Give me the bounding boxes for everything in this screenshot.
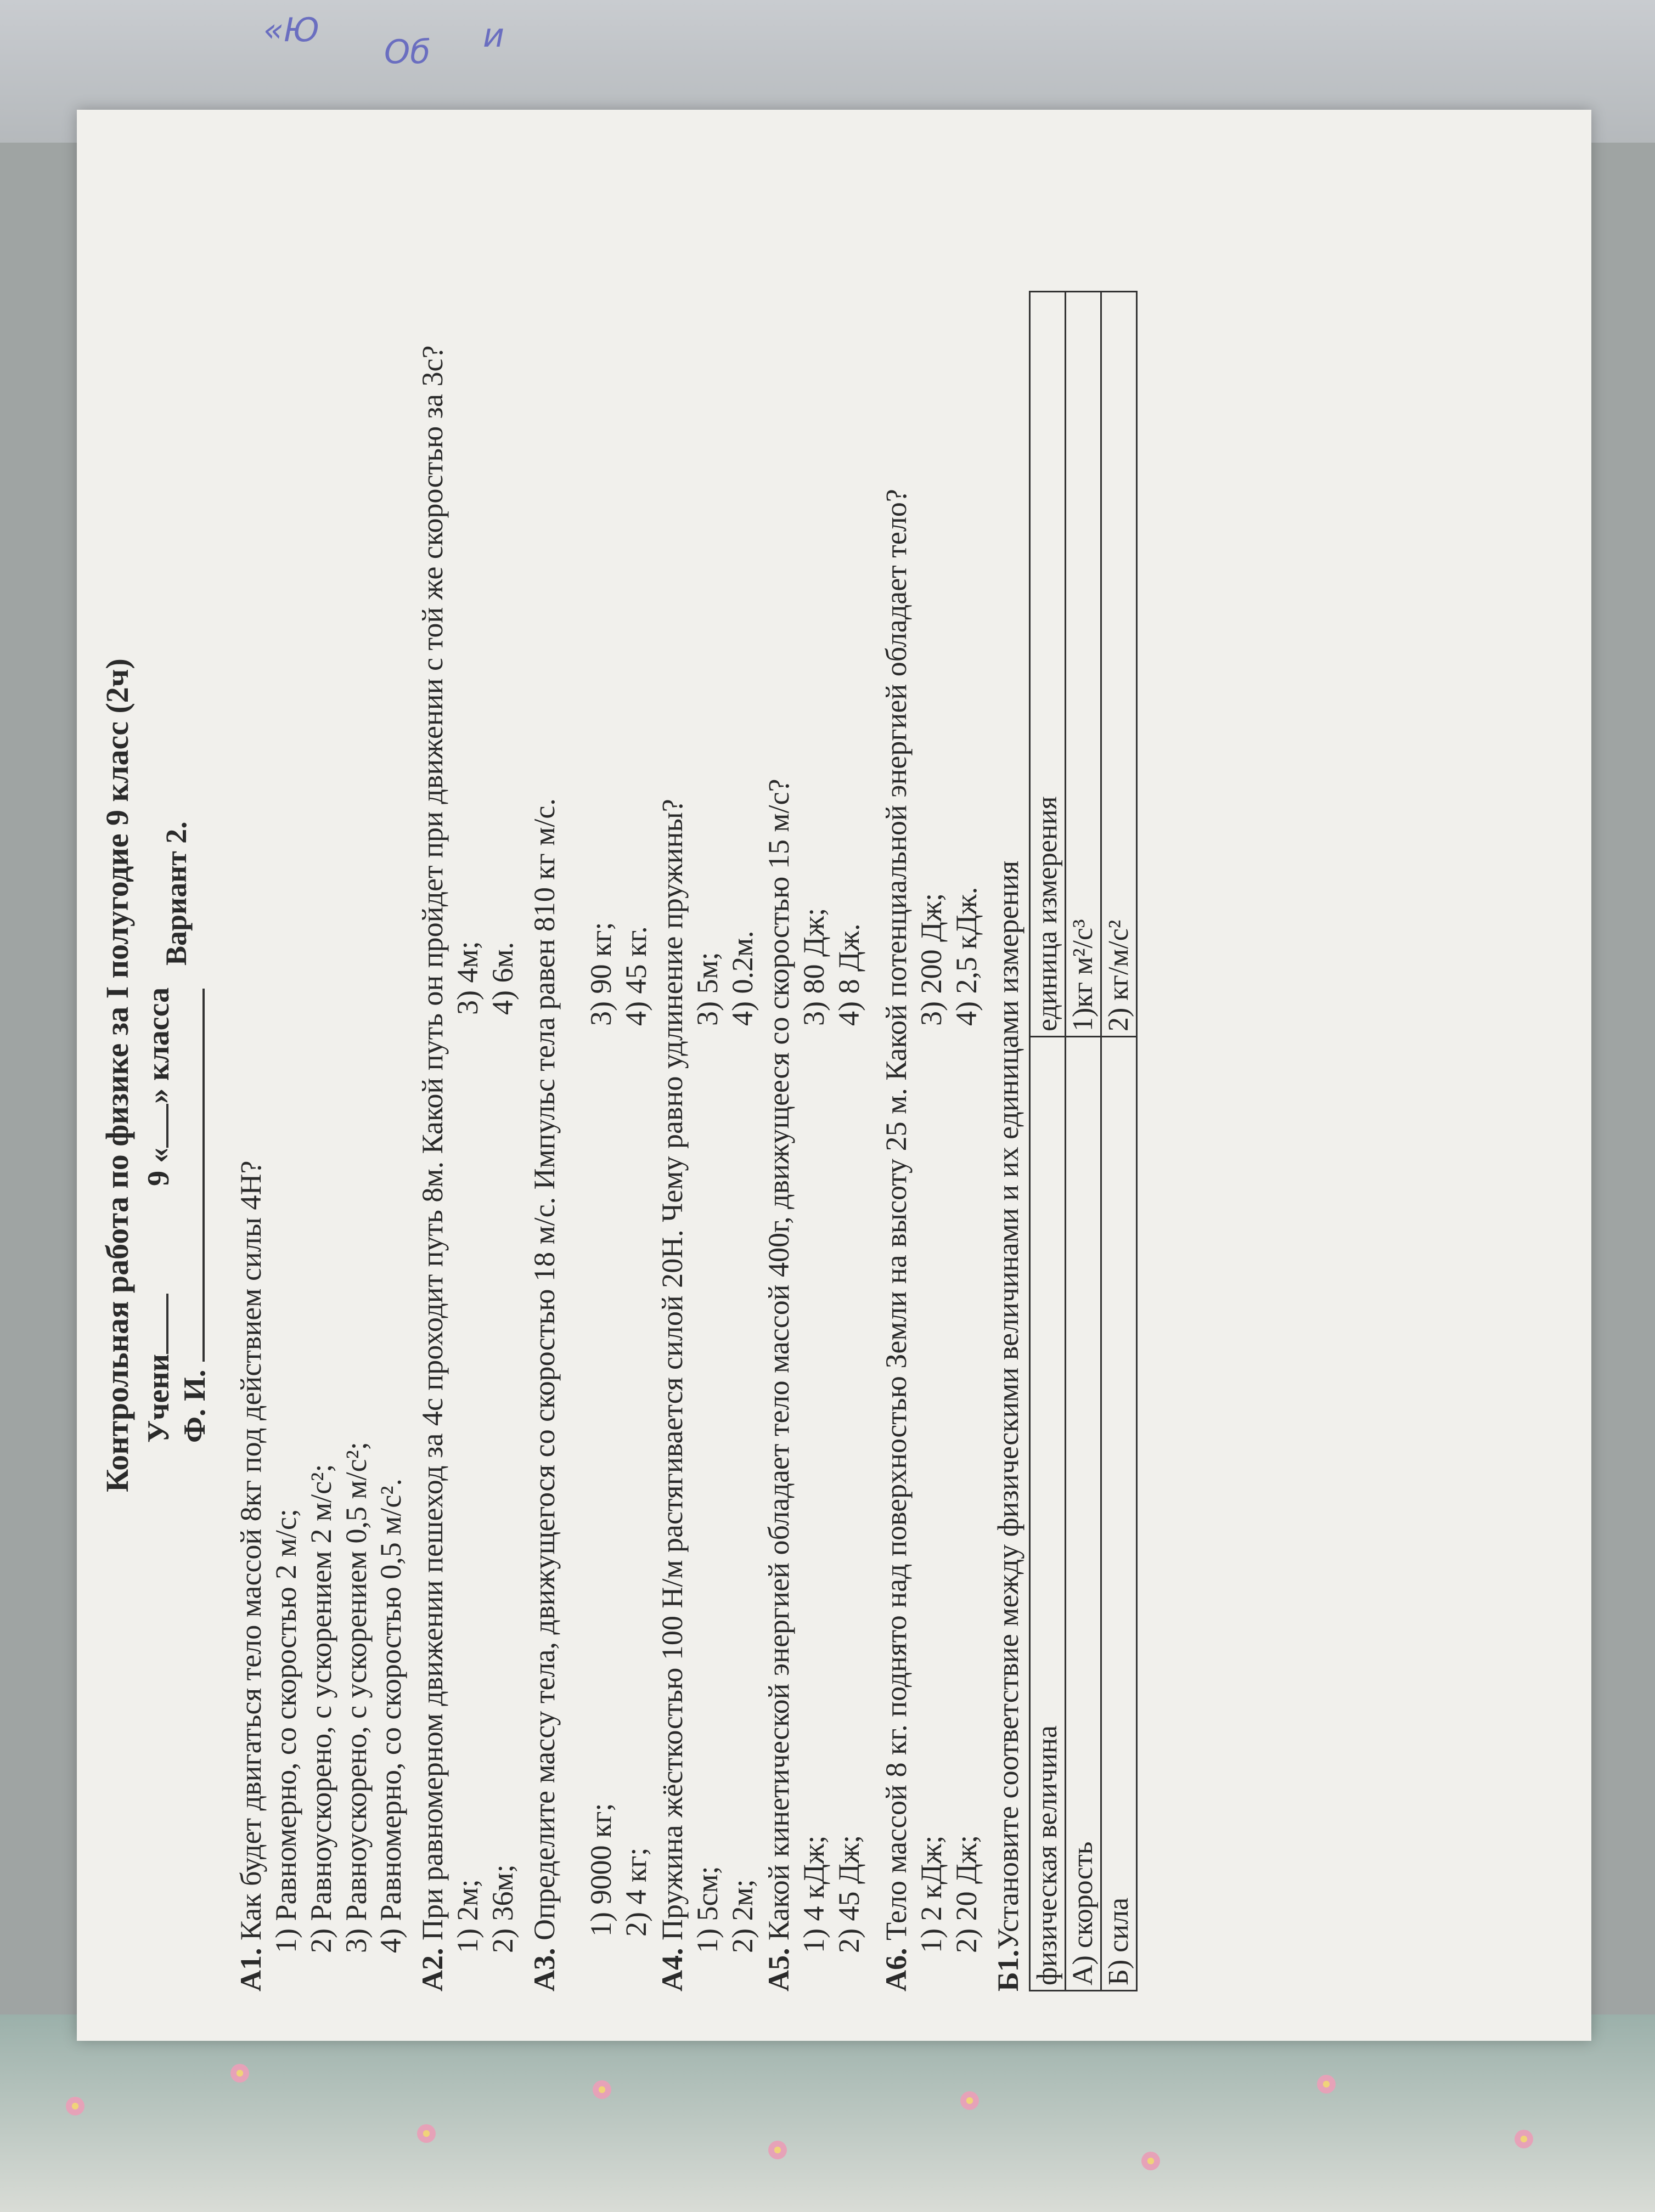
- student-suffix-field[interactable]: [166, 1294, 168, 1354]
- answer-options: [914, 159, 986, 1991]
- margin-handwriting: Об: [384, 33, 431, 71]
- grade-suffix: » класса: [142, 987, 176, 1104]
- question-a2: [415, 159, 451, 1991]
- table-cell: Б) сила: [1101, 1037, 1137, 1991]
- question-a4: [655, 159, 690, 1991]
- table-header: единица измерения: [1030, 292, 1066, 1037]
- flower-pattern: [960, 2091, 979, 2110]
- margin-handwriting: «Ю: [263, 11, 319, 49]
- answer-option[interactable]: 2) 36м;: [486, 1864, 519, 1953]
- table-row: [1066, 292, 1101, 1991]
- answer-options: [797, 159, 868, 1991]
- answer-option[interactable]: 1) 4 кДж;: [797, 1835, 830, 1953]
- question-label: А5.: [762, 1948, 796, 1991]
- answer-option[interactable]: 2) 2м;: [726, 1879, 759, 1953]
- question-text: Пружина жёсткостью 100 Н/м растягивается силой 20Н. Чему равно удлинение пружины?: [656, 799, 689, 1940]
- flower-pattern: [66, 2097, 85, 2115]
- question-label: А1.: [234, 1948, 268, 1991]
- question-label: А2.: [416, 1948, 449, 1991]
- page-title: Контрольная работа по физике за I полугодие 9 класс (2ч): [99, 658, 135, 1492]
- table-row: [1101, 292, 1137, 1991]
- answer-option[interactable]: 2) Равноускорено, с ускорением 2 м/с²;: [304, 1464, 337, 1953]
- name-field[interactable]: [202, 989, 205, 1362]
- question-a6: [879, 159, 914, 1991]
- grade-prefix: 9 «: [142, 1147, 176, 1186]
- question-text: Как будет двигаться тело массой 8кг под действием силы 4Н?: [234, 1160, 268, 1940]
- question-a3: [527, 159, 562, 1991]
- answer-option[interactable]: 3) 90 кг;: [584, 922, 618, 1026]
- question-text: Определите массу тела, движущегося со скоростью 18 м/с. Импульс тела равен 810 кг м/с.: [527, 798, 561, 1940]
- answer-option[interactable]: 1) Равномерно, со скоростью 2 м/с;: [269, 1509, 303, 1953]
- answer-option[interactable]: 4) 2,5 кДж.: [949, 887, 983, 1026]
- table-cell: 2) кг/м/с²: [1101, 292, 1137, 1037]
- answer-option[interactable]: 4) Равномерно, со скоростью 0,5 м/с².: [374, 1478, 408, 1953]
- answer-options: [690, 159, 762, 1991]
- table-header: физическая величина: [1030, 1037, 1066, 1991]
- table-header-row: [1030, 292, 1066, 1991]
- question-b1: [991, 159, 1026, 1991]
- answer-options: [451, 159, 522, 1991]
- flower-pattern: [230, 2064, 249, 2083]
- table-cell: 1)кг м²/с³: [1066, 292, 1101, 1037]
- question-label: Б1.: [991, 1949, 1024, 1991]
- answer-option[interactable]: 3) Равноускорено, с ускорением 0,5 м/с²;: [339, 1442, 373, 1953]
- margin-handwriting: и: [483, 16, 504, 55]
- answer-option[interactable]: 3) 200 Дж;: [914, 893, 948, 1026]
- answer-option[interactable]: 2) 45 Дж;: [832, 1835, 865, 1953]
- student-label: Учени: [142, 1353, 176, 1443]
- question-text: Установите соответствие между физическими величинами и их единицами измерения: [991, 860, 1024, 1950]
- background-tablecloth: [0, 2015, 1655, 2212]
- question-text: При равномерном движении пешеход за 4с проходит путь 8м. Какой путь он пройдет при движении с той же скоростью за 3с?: [416, 345, 449, 1940]
- flower-pattern: [768, 2141, 787, 2159]
- answer-option[interactable]: 1) 2м;: [451, 1879, 484, 1953]
- answer-option[interactable]: 1) 2 кДж;: [914, 1835, 948, 1953]
- flower-pattern: [1141, 2152, 1160, 2170]
- flower-pattern: [1515, 2130, 1533, 2148]
- answer-option[interactable]: 3) 5м;: [691, 952, 724, 1026]
- question-a5: [762, 159, 797, 1991]
- flower-pattern: [593, 2080, 611, 2099]
- flower-pattern: [1317, 2075, 1336, 2094]
- answer-options: [269, 159, 409, 1991]
- name-label: Ф. И.: [178, 1369, 212, 1443]
- question-label: А6.: [879, 1948, 913, 1991]
- answer-option[interactable]: 2) 20 Дж;: [949, 1835, 983, 1953]
- question-text: Тело массой 8 кг. поднято над поверхностью Земли на высоту 25 м. Какой потенциальной энергией обладает тело?: [879, 489, 913, 1940]
- question-text: Какой кинетической энергией обладает тело массой 400г, движущееся со скоростью 15 м/с?: [762, 778, 796, 1940]
- test-sheet: [77, 110, 1591, 2041]
- question-label: А4.: [656, 1948, 689, 1991]
- answer-option[interactable]: 1) 9000 кг;: [584, 1803, 618, 1937]
- answer-options: [584, 159, 655, 1991]
- header-fields: [140, 159, 217, 1991]
- answer-option[interactable]: 2) 4 кг;: [620, 1847, 653, 1937]
- answer-option[interactable]: 4) 45 кг.: [620, 926, 653, 1026]
- answer-option[interactable]: 4) 0.2м.: [726, 930, 759, 1026]
- flower-pattern: [417, 2124, 436, 2143]
- variant-heading: Вариант 2.: [160, 821, 193, 966]
- question-a1: [234, 159, 269, 1991]
- answer-option[interactable]: 3) 4м;: [451, 941, 484, 1015]
- answer-option[interactable]: 4) 8 Дж.: [832, 923, 865, 1026]
- answer-option[interactable]: 3) 80 Дж;: [797, 907, 830, 1026]
- matching-table: [1029, 291, 1138, 1991]
- answer-option[interactable]: 4) 6м.: [486, 941, 519, 1015]
- question-label: А3.: [527, 1948, 561, 1991]
- grade-letter-field[interactable]: [166, 1104, 168, 1148]
- answer-option[interactable]: 1) 5см;: [691, 1866, 724, 1953]
- table-cell: А) скорость: [1066, 1037, 1101, 1991]
